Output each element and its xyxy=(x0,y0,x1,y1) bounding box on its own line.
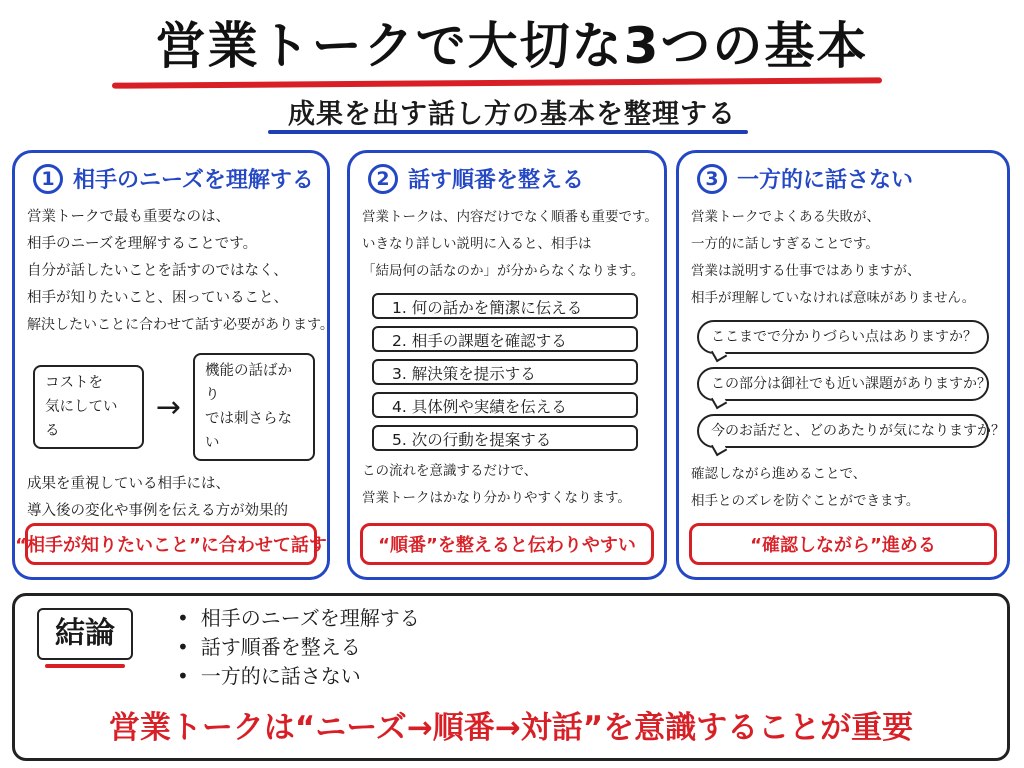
body-line: 確認しながら進めることで、 xyxy=(691,466,867,482)
step-item: 1. 何の話かを簡潔に伝える xyxy=(372,293,638,319)
panel-body-after xyxy=(362,458,652,512)
panel-highlight: “相手が知りたいこと”に合わせて話す xyxy=(25,523,317,565)
body-line: いきなり詳しい説明に入ると、相手は xyxy=(362,236,592,252)
body-line: 解決したいことに合わせて話す必要があります。 xyxy=(27,317,334,333)
body-line: 成果を重視している相手には、 xyxy=(27,476,230,492)
conclusion-box xyxy=(12,593,1010,761)
conclusion-label: 結論 xyxy=(37,608,133,660)
arrow-right-icon: → xyxy=(155,389,182,425)
panel-highlight: “順番”を整えると伝わりやすい xyxy=(360,523,654,565)
number-badge: 1 xyxy=(33,164,63,194)
step-item: 3. 解決策を提示する xyxy=(372,359,638,385)
flow-box-line: では刺さらない xyxy=(205,411,293,451)
page-subtitle: 成果を出す話し方の基本を整理する xyxy=(288,99,736,130)
panel-heading-text: 相手のニーズを理解する xyxy=(73,168,314,193)
body-line: 一方的に話しすぎることです。 xyxy=(691,236,879,252)
flow-box-line: コストを xyxy=(45,375,103,391)
body-line: 相手とのズレを防ぐことができます。 xyxy=(691,493,920,509)
number-badge: 2 xyxy=(368,164,398,194)
speech-bubble: ここまでで分かりづらい点はありますか？ xyxy=(697,320,989,354)
panel-heading xyxy=(368,163,652,194)
page-title: 営業トークで大切な3つの基本 xyxy=(155,17,869,75)
speech-bubble: この部分は御社でも近い課題がありますか？ xyxy=(697,367,989,401)
panel-heading xyxy=(33,163,315,194)
step-item: 5. 次の行動を提案する xyxy=(372,425,638,451)
subtitle-underline xyxy=(268,130,748,134)
flow-box-line: 気にしている xyxy=(45,399,118,439)
number-badge: 3 xyxy=(697,164,727,194)
panel-body xyxy=(27,204,334,339)
conclusion-list xyxy=(177,604,420,691)
panel-dialogue xyxy=(676,150,1010,580)
panel-body xyxy=(691,204,995,312)
panel-understand-needs xyxy=(12,150,334,580)
panel-order xyxy=(347,150,667,580)
body-line: 相手のニーズを理解することです。 xyxy=(27,236,258,252)
panel-heading-text: 一方的に話さない xyxy=(737,168,914,193)
step-item: 4. 具体例や実績を伝える xyxy=(372,392,638,418)
body-line: 営業は説明する仕事ではありますが、 xyxy=(691,263,921,279)
panel-heading-text: 話す順番を整える xyxy=(408,168,585,193)
speech-bubble: 今のお話だと、どのあたりが気になりますか？ xyxy=(697,414,989,448)
body-line: 営業トークで最も重要なのは、 xyxy=(27,209,230,225)
body-line: 営業トークは、内容だけでなく順番も重要です。 xyxy=(362,209,658,225)
body-line: 「結局何の話なのか」が分からなくなります。 xyxy=(362,263,645,279)
panel-body-after xyxy=(691,461,995,515)
panel-heading xyxy=(697,163,995,194)
body-line: 自分が話したいことを話すのではなく、 xyxy=(27,263,288,279)
body-line: この流れを意識するだけで、 xyxy=(362,463,538,479)
panel-body-after xyxy=(27,471,315,525)
flow-box-cost xyxy=(33,365,144,449)
conclusion-item: • 相手のニーズを理解する xyxy=(177,604,420,633)
body-line: 営業トークでよくある失敗が、 xyxy=(691,209,880,225)
step-item: 2. 相手の課題を確認する xyxy=(372,326,638,352)
step-list xyxy=(372,293,652,451)
conclusion-item: • 一方的に話さない xyxy=(177,662,420,691)
conclusion-final-statement: 営業トークは“ニーズ→順番→対話”を意識することが重要 xyxy=(108,710,914,746)
example-flow xyxy=(33,353,315,461)
body-line: 相手が知りたいこと、困っていること、 xyxy=(27,290,288,306)
flow-box-features xyxy=(193,353,315,461)
question-bubbles xyxy=(691,320,1005,448)
flow-box-line: 機能の話ばかり xyxy=(205,363,293,403)
title-underline xyxy=(112,77,882,88)
body-line: 導入後の変化や事例を伝える方が効果的 xyxy=(27,503,288,519)
panel-body xyxy=(362,204,658,285)
body-line: 営業トークはかなり分かりやすくなります。 xyxy=(362,490,631,506)
conclusion-item: • 話す順番を整える xyxy=(177,633,420,662)
conclusion-underline xyxy=(45,664,125,668)
body-line: 相手が理解していなければ意味がありません。 xyxy=(691,290,976,306)
panel-highlight: “確認しながら”進める xyxy=(689,523,997,565)
